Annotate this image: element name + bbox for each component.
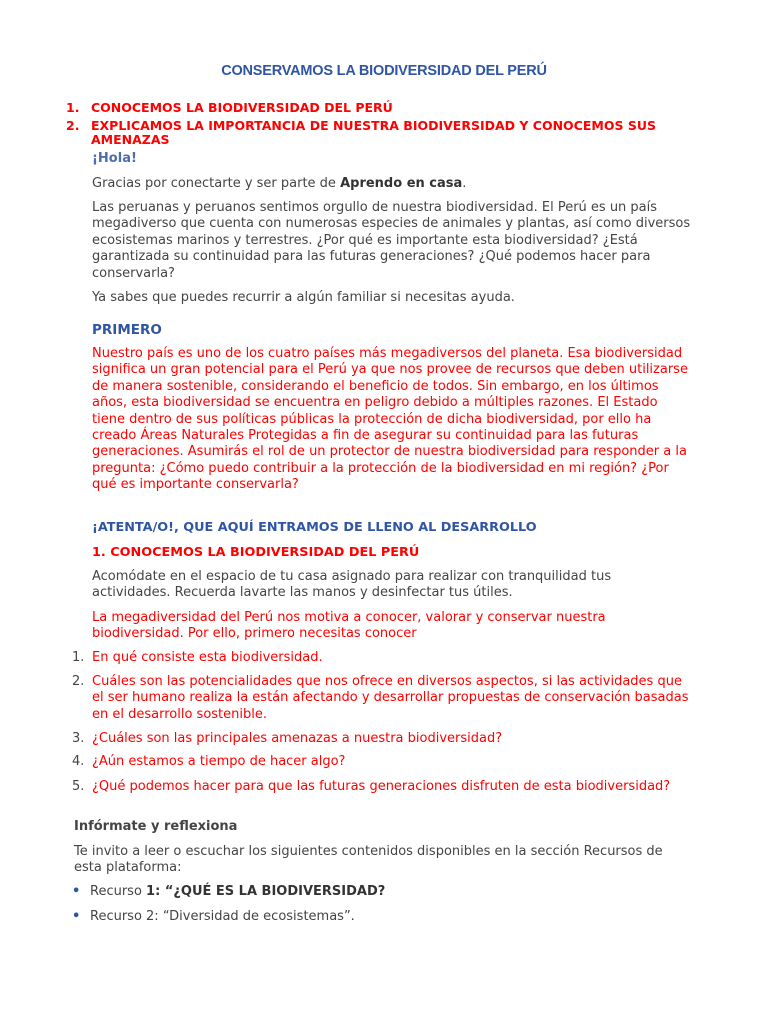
setup-paragraph: Acomódate en el espacio de tu casa asignado para realizar con tranquilidad tus actividades. Recuerda lavarte las manos y desinfectar tus útiles. <box>92 569 612 601</box>
informate-heading: Infórmate y reflexiona <box>74 819 238 834</box>
help-line: Ya sabes que puedes recurrir a algún familiar si necesitas ayuda. <box>92 290 515 305</box>
desarrollo-subheading: 1. CONOCEMOS LA BIODIVERSIDAD DEL PERÚ <box>92 545 420 560</box>
resource-prefix: Recurso <box>90 884 147 899</box>
invite-text: Te invito a leer o escuchar los siguientes contenidos disponibles en la sección Recursos de esta plataforma: <box>74 844 663 876</box>
primero-heading: PRIMERO <box>92 322 162 338</box>
thanks-line <box>92 176 692 192</box>
primero-paragraph: Nuestro país es uno de los cuatro países más megadiversos del planeta. Esa biodiversidad significa un gran potencial para el Perú ya que nos provee de recursos que deben utilizarse de manera sostenible, considerando el beneficio de todos. Sin embargo, en los últimos años, esta biodiversidad se encuentra en peligro debido a múltiples razones. El Estado tiene dentro de sus políticas públicas la protección de dicha biodiversidad, por ello ha creado Áreas Naturales Protegidas a fin de asegurar su continuidad para las futuras generaciones. Asumirás el rol de un protector de nuestra biodiversidad para responder a la pregunta: ¿Cómo puedo contribuir a la protección de la biodiversidad en mi región? ¿Por qué es importante conservarla? <box>92 346 688 493</box>
bullet: • <box>72 884 81 899</box>
question-number: 1. <box>72 650 85 665</box>
motivation-paragraph: La megadiversidad del Perú nos motiva a conocer, valorar y conservar nuestra biodiversidad. Por ello, primero necesitas conocer <box>92 610 606 642</box>
question-number: 2. <box>72 674 85 689</box>
question-number: 3. <box>72 731 85 746</box>
question-text: ¿Cuáles son las principales amenazas a nuestra biodiversidad? <box>92 731 503 746</box>
list-text: EXPLICAMOS LA IMPORTANCIA DE NUESTRA BIODIVERSIDAD Y CONOCEMOS SUS AMENAZAS <box>91 118 656 147</box>
resource-text: Recurso 2: “Diversidad de ecosistemas”. <box>90 909 355 924</box>
thanks-suffix: . <box>462 176 467 191</box>
question-text: ¿Qué podemos hacer para que las futuras generaciones disfruten de esta biodiversidad? <box>92 779 671 794</box>
invite-paragraph <box>74 844 694 877</box>
list-text: CONOCEMOS LA BIODIVERSIDAD DEL PERÚ <box>91 100 393 115</box>
question-text: Cuáles son las potencialidades que nos ofrece en diversos aspectos, si las actividades que el ser humano realiza la están afectando y desarrollar propuestas de conservación basadas en el desarrollo sostenible. <box>92 674 689 722</box>
intro-paragraph: Las peruanas y peruanos sentimos orgullo de nuestra biodiversidad. El Perú es un país megadiverso que cuenta con numerosas especies de animales y plantas, así como diversos ecosistemas marinos y terrestres. ¿Por qué es importante esta biodiversidad? ¿Está garantizada su continuidad para las futuras generaciones? ¿Qué podemos hacer para conservarla? <box>92 200 691 281</box>
question-text: En qué consiste esta biodiversidad. <box>92 650 323 665</box>
question-number: 4. <box>72 754 85 769</box>
resource-text <box>90 884 690 899</box>
question-number: 5. <box>72 779 85 794</box>
list-number: 2. <box>66 118 80 133</box>
desarrollo-heading: ¡ATENTA/O!, QUE AQUÍ ENTRAMOS DE LLENO AL DESARROLLO <box>92 520 537 535</box>
list-number: 1. <box>66 100 80 115</box>
thanks-prefix: Gracias por conectarte y ser parte de <box>92 176 341 191</box>
greeting: ¡Hola! <box>92 151 137 166</box>
bullet: • <box>72 909 81 924</box>
question-text: ¿Aún estamos a tiempo de hacer algo? <box>92 754 346 769</box>
page-title: CONSERVAMOS LA BIODIVERSIDAD DEL PERÚ <box>221 63 547 79</box>
aprendo-en-casa: Aprendo en casa <box>340 176 463 191</box>
resource-title: 1: “¿QUÉ ES LA BIODIVERSIDAD? <box>146 884 386 899</box>
